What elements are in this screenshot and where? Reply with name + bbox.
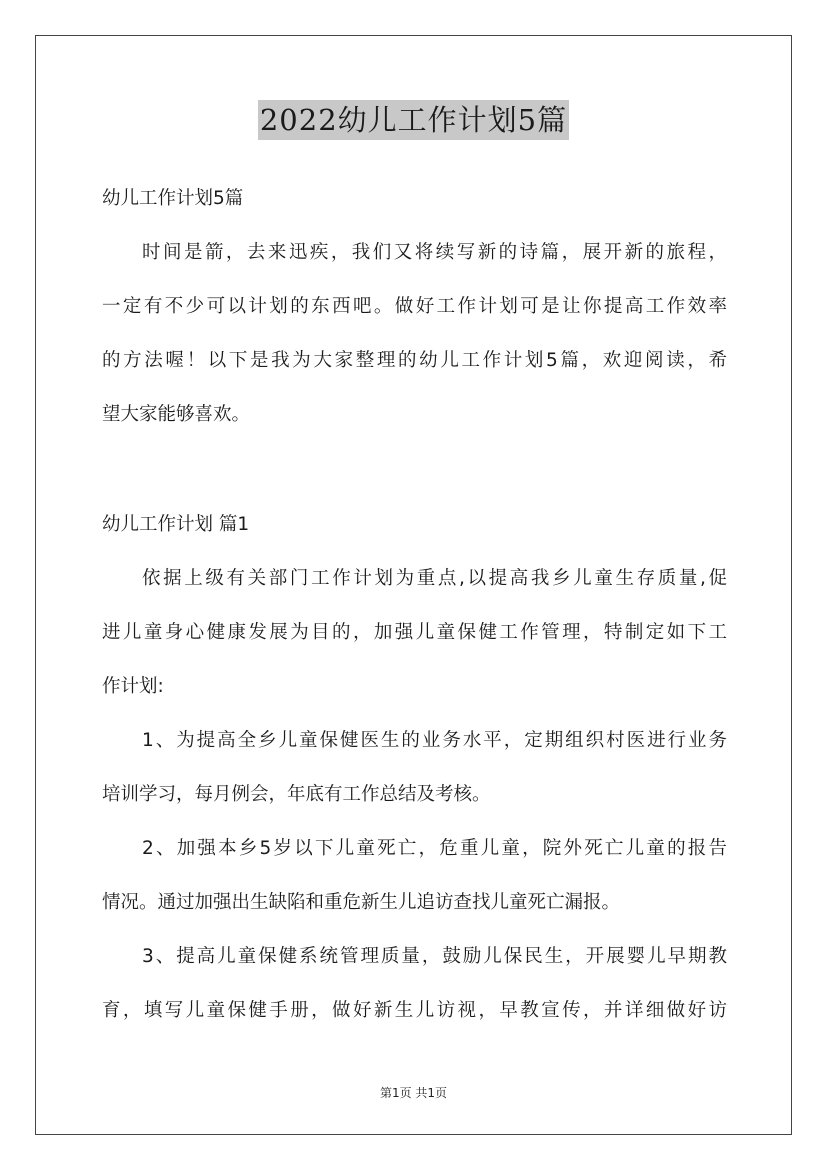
body-line: 育，填写儿童保健手册，做好新生儿访视，早教宣传，并详细做好访 xyxy=(102,1000,727,1021)
intro-line: 望大家能够喜欢。 xyxy=(102,404,251,425)
title-container xyxy=(0,100,827,140)
body-line: 培训学习，每月例会，年底有工作总结及考核。 xyxy=(102,784,491,805)
subtitle: 幼儿工作计划5篇 xyxy=(102,188,244,209)
document-body xyxy=(102,172,727,1038)
paragraph-gap xyxy=(102,442,727,498)
body-line: 进儿童身心健康发展为目的，加强儿童保健工作管理，特制定如下工 xyxy=(102,622,727,643)
intro-line: 的方法喔！以下是我为大家整理的幼儿工作计划5篇，欢迎阅读，希 xyxy=(102,350,727,371)
body-line: 情况。通过加强出生缺陷和重危新生儿追访查找儿童死亡漏报。 xyxy=(102,892,621,913)
body-line: 作计划: xyxy=(102,676,164,697)
body-line: 2、加强本乡5岁以下儿童死亡，危重儿童，院外死亡儿童的报告 xyxy=(142,838,727,859)
intro-line: 一定有不少可以计划的东西吧。做好工作计划可是让你提高工作效率 xyxy=(102,296,727,317)
section-heading: 幼儿工作计划 篇1 xyxy=(102,514,250,535)
intro-line: 时间是箭，去来迅疾，我们又将续写新的诗篇，展开新的旅程， xyxy=(142,242,727,263)
document-title: 2022幼儿工作计划5篇 xyxy=(258,100,569,140)
page-footer: 第1页 共1页 xyxy=(379,1086,448,1100)
body-line: 3、提高儿童保健系统管理质量，鼓励儿保民生，开展婴儿早期教 xyxy=(142,946,727,967)
body-line: 1、为提高全乡儿童保健医生的业务水平，定期组织村医进行业务 xyxy=(142,730,727,751)
body-line: 依据上级有关部门工作计划为重点,以提高我乡儿童生存质量,促 xyxy=(142,568,727,589)
